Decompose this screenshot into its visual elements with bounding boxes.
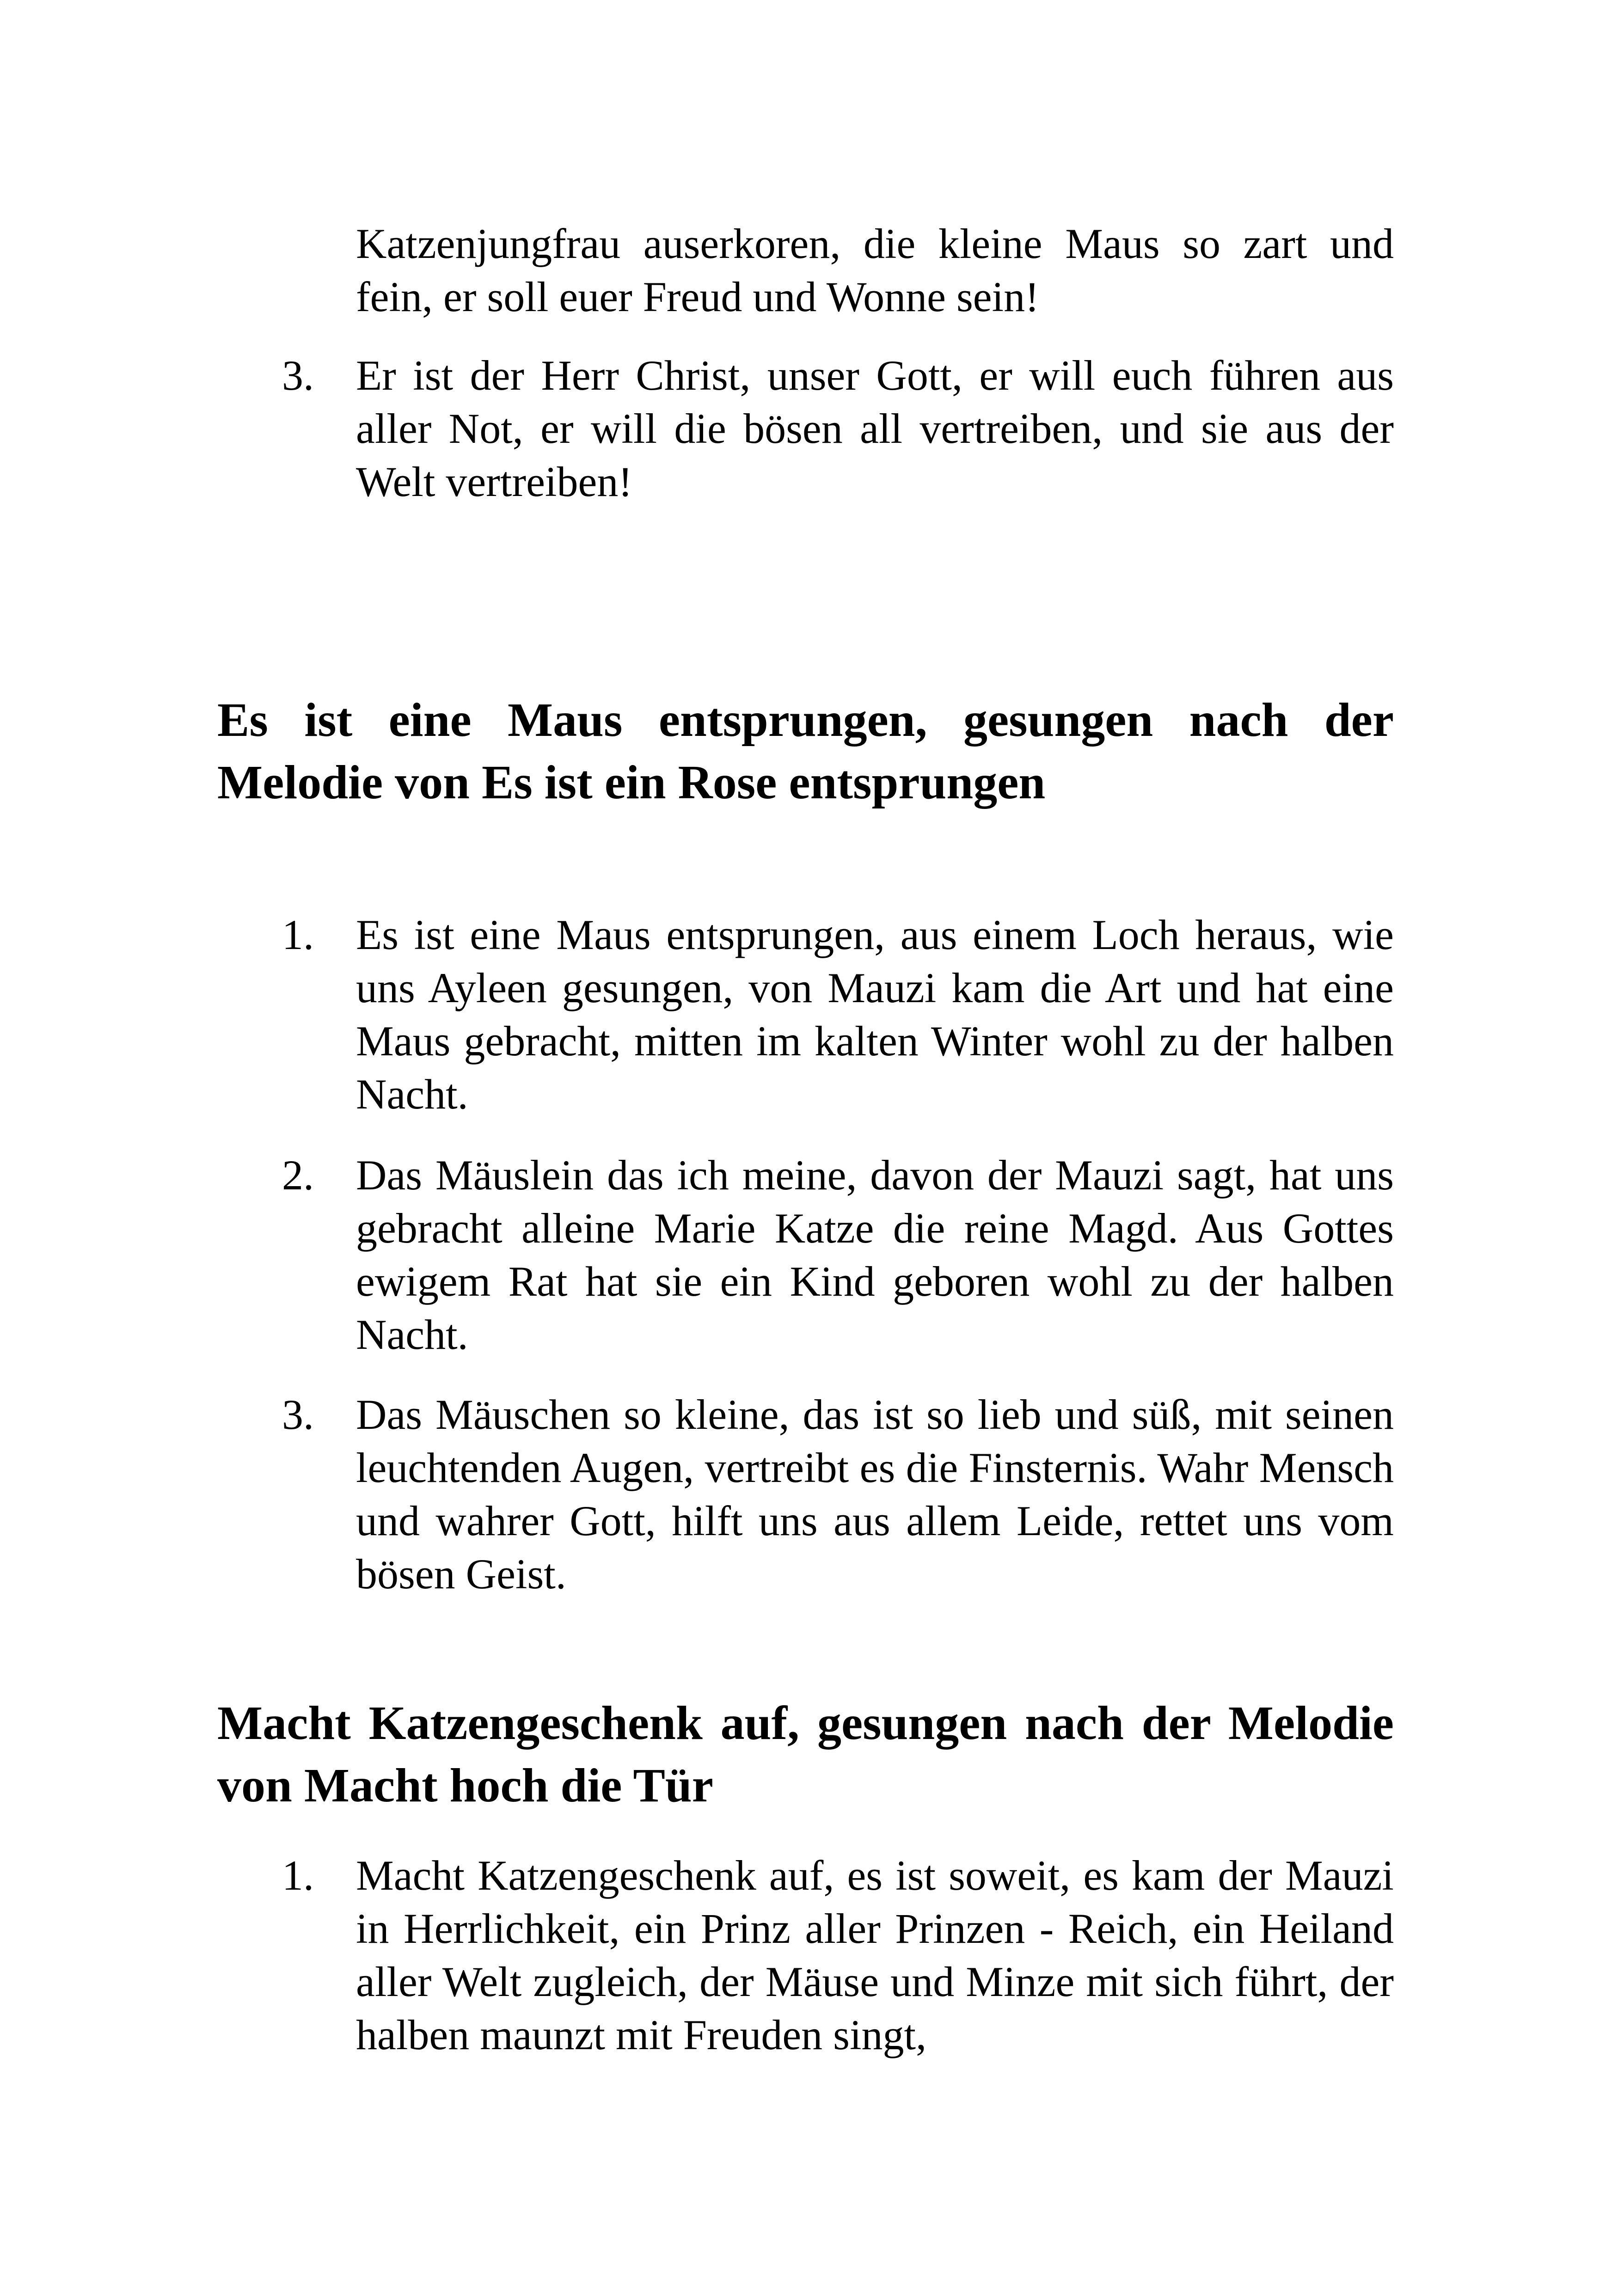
list-item [217,908,1394,1121]
list-item-number: 1. [282,911,314,958]
list-item [217,1388,1394,1601]
list-item-text: Macht Katzengeschenk auf, es ist soweit, es kam der Mauzi in Herrlichkeit, ein Prinz aller Prinzen - Reich, ein Heiland aller Welt zugleich, der Mäuse und Minze mit sich führt, der halben maunzt mit Freuden singt, [356,1852,1394,2058]
song-title: Macht Katzengeschenk auf, gesungen nach der Melodie von Macht hoch die Tür [217,1696,1394,1812]
list-item-text: Er ist der Herr Christ, unser Gott, er will euch führen aus aller Not, er will die bösen all vertreiben, und sie aus der Welt vertreiben! [356,352,1394,505]
song-heading-1 [217,689,1394,814]
continuation-paragraph [217,217,1394,324]
list-item-number: 3. [282,352,314,399]
list-item [217,1849,1394,2062]
list-item-number: 3. [282,1391,314,1438]
list-item-number: 1. [282,1852,314,1899]
song-heading-2 [217,1692,1394,1817]
list-item-number: 2. [282,1151,314,1199]
list-item-text: Es ist eine Maus entsprungen, aus einem Loch heraus, wie uns Ayleen gesungen, von Mauzi kam die Art und hat eine Maus gebracht, mitten im kalten Winter wohl zu der halben Nacht. [356,911,1394,1118]
list-item-text: Das Mäuslein das ich meine, davon der Mauzi sagt, hat uns gebracht alleine Marie Katze die reine Magd. Aus Gottes ewigem Rat hat sie ein Kind geboren wohl zu der halben Nacht. [356,1151,1394,1358]
list-item [217,349,1394,508]
song-title: Es ist eine Maus entsprungen, gesungen nach der Melodie von Es ist ein Rose entsprungen [217,693,1394,809]
continuation-text: Katzenjungfrau auserkoren, die kleine Maus so zart und fein, er soll euer Freud und Wonne sein! [356,220,1394,320]
list-item-text: Das Mäuschen so kleine, das ist so lieb und süß, mit seinen leuchtenden Augen, vertreibt es die Finsternis. Wahr Mensch und wahrer Gott, hilft uns aus allem Leide, rettet uns vom bösen Geist. [356,1391,1394,1598]
list-item [217,1149,1394,1361]
